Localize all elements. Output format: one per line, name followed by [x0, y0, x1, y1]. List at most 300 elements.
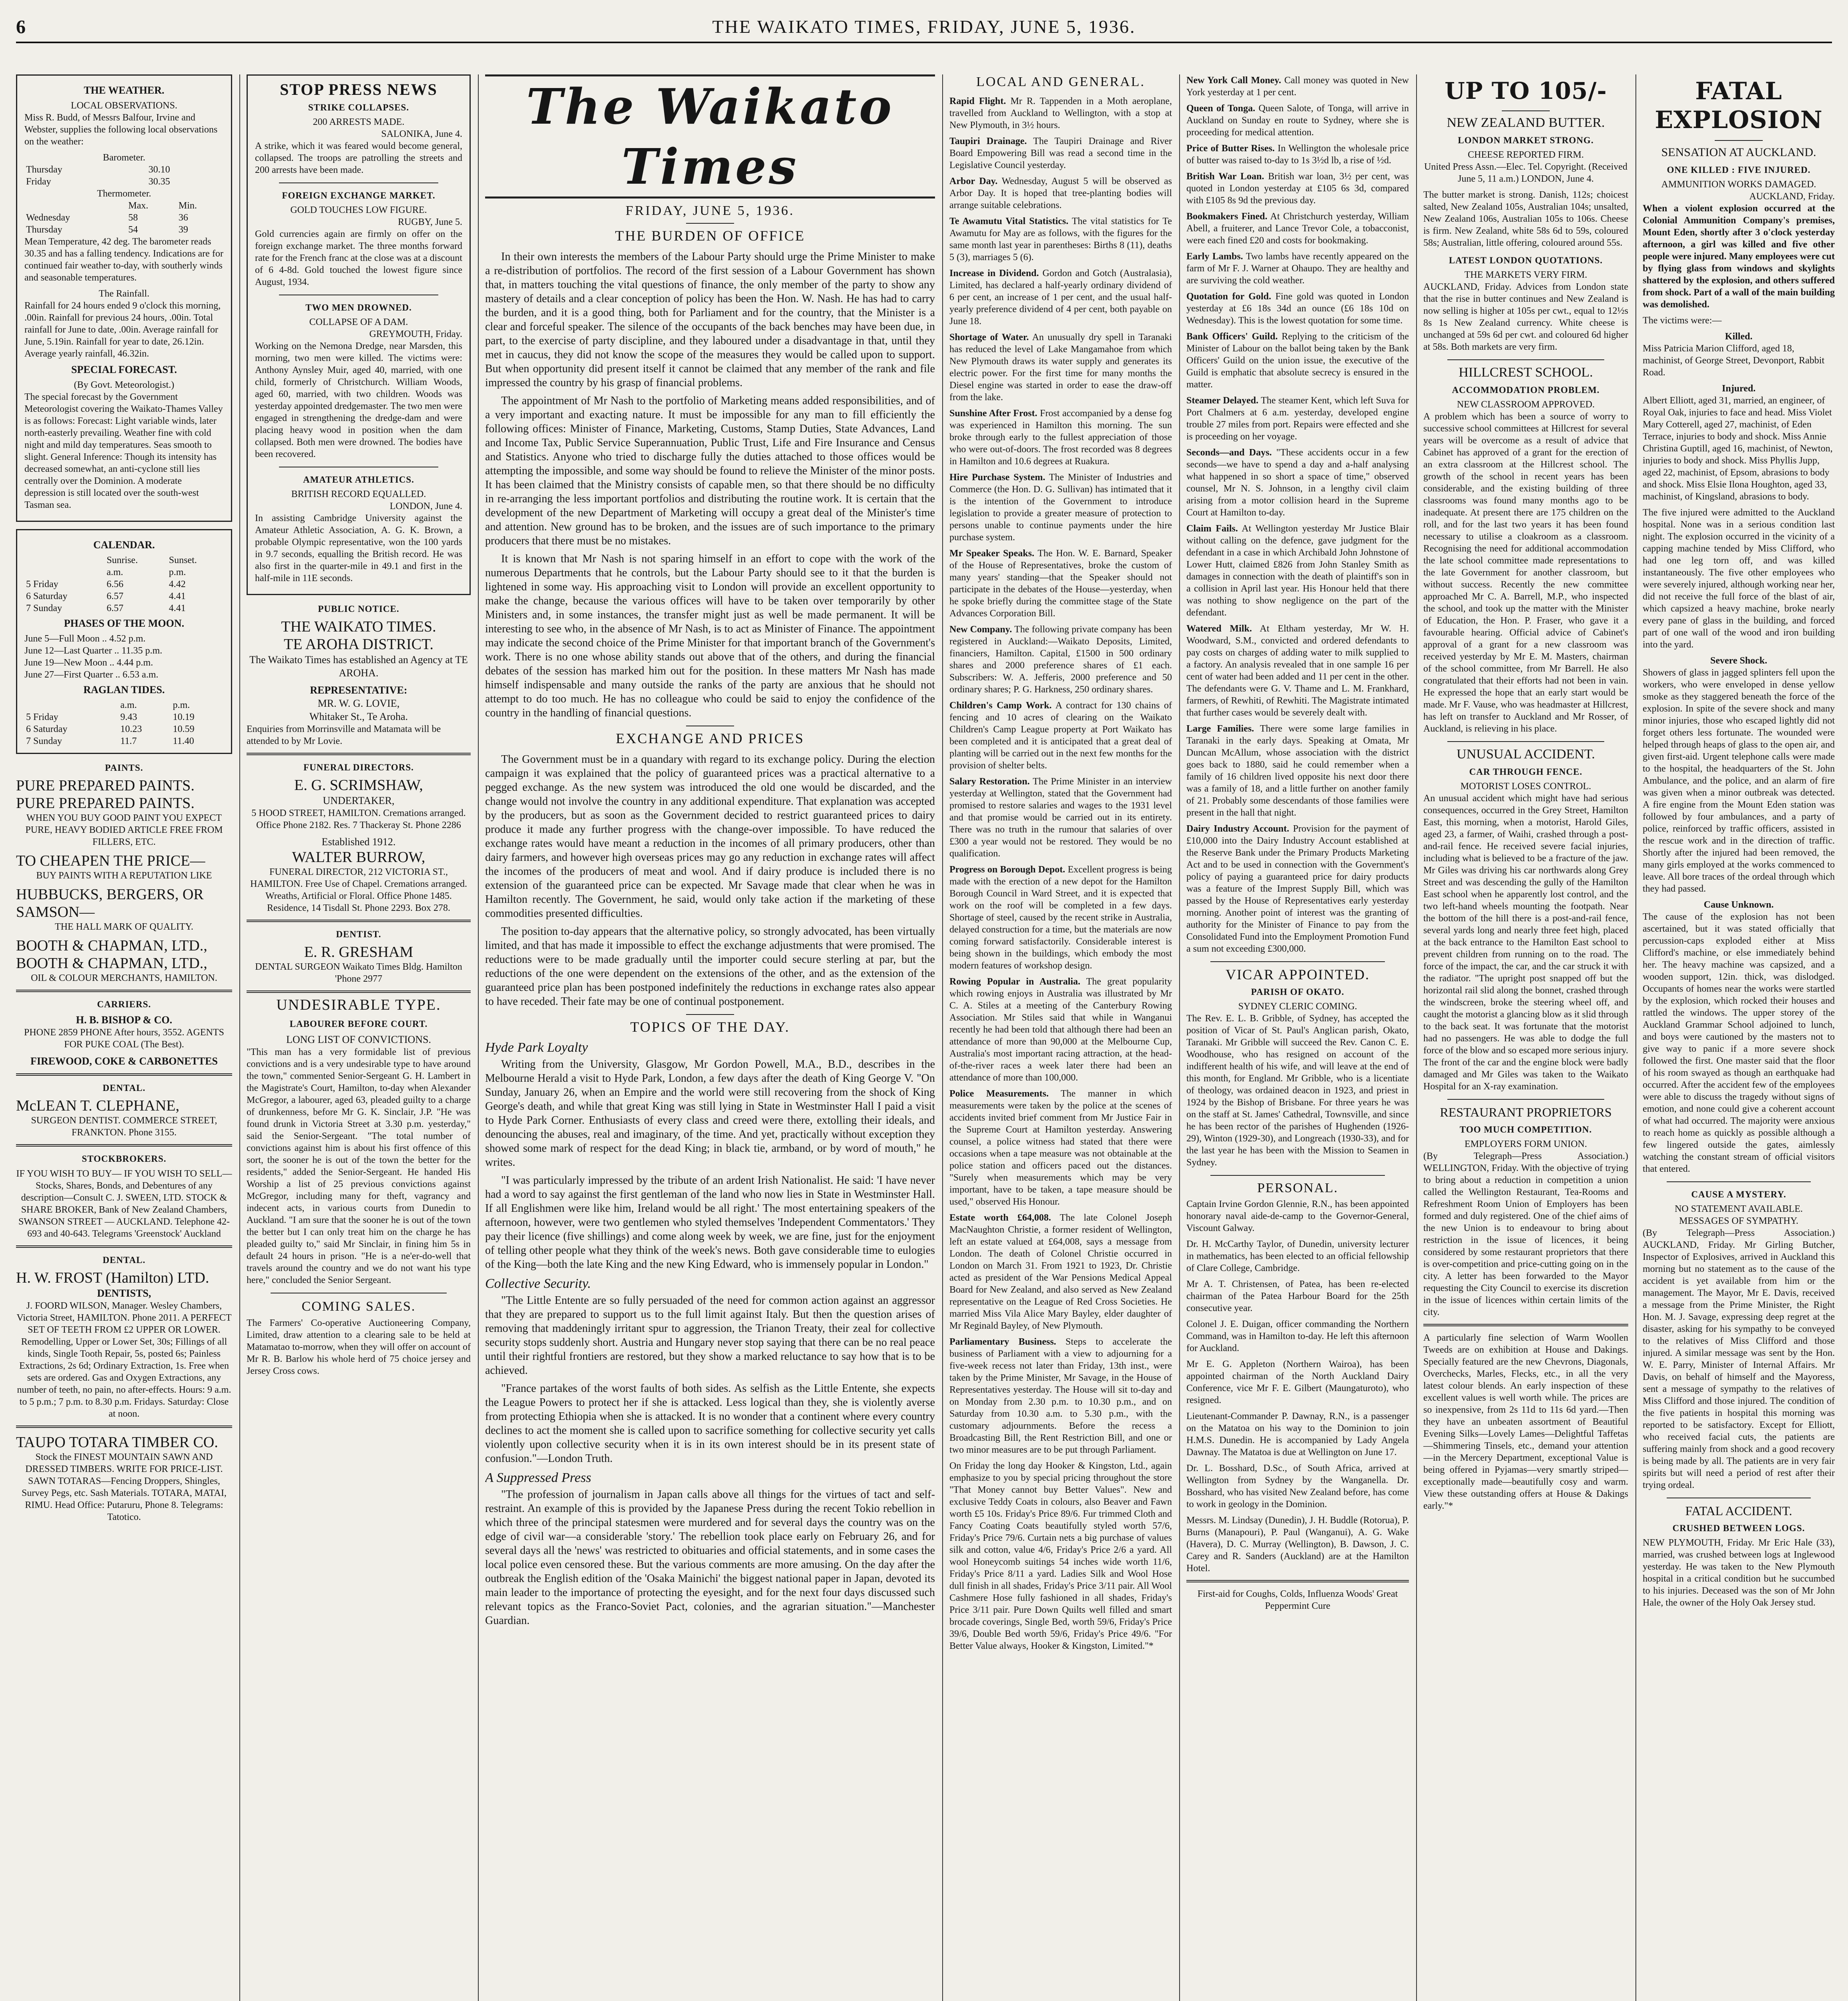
item-sub: 200 ARRESTS MADE.	[313, 117, 405, 127]
undesirable-body: "This man has a very formidable list of previous convictions and is a very undesirable type to have around the town," commented Senior-Sergeant G. H. Lambert in the Magistrate's Court, Hamilton, to-day when Alexander McGregor, a labourer, aged 63, pleaded guilty to a charge of drunkenness, before Mr G. K. Sinclair, J.P. "He was found drunk in Victoria Street at 3.30 p.m. yesterday," said the Senior-Sergeant. "The total number of convictions against him is about his first offence of this sort, the sooner he is out of the town the better for the residents," added the Senior-Sergeant. He handed His Worship a list of 25 previous convictions against McGregor, including many for theft, vagrancy and indecent acts, in various courts from Dunedin to Auckland. "I am sure that the sooner he is out of the town the better but I can only treat him on the charge he has pleaded guilty to," said Mr Sinclair, in fining him 5s in default 24 hours in prison. "He is a ne'er-do-well that travels around the country and we do not want his type here," concluded the Senior Sergeant.	[247, 1047, 471, 1285]
editorial-para: In their own interests the members of the Labour Party should urge the Prime Minister to make a re-distribution of portfolios. The record of the first session of a Labour Government has shown that, in matters touching the vital questions of finance, the only member of the party to show any mastery of details and a clear conception of policy has been the Hon. W. Nash. He has had to carry the burden, and it is a good thing, both for Parliament and for the country, that the Minister is a clear and forceful speaker. The silence of the occupants of the back benches may have been due, in part, to the exercise of party discipline, and they laboured under a disadvantage in that, until they met in caucus, they did not know the scope of the measures they would be called upon to support. But when opportunity did present itself it cannot be claimed that any member of the rank and file impressed the country by his grasp of financial problems.	[485, 251, 935, 389]
mystery-title: CAUSE A MYSTERY.	[1691, 1189, 1786, 1199]
explosion-sub3: AMMUNITION WORKS DAMAGED.	[1661, 179, 1816, 190]
restaurant-title: RESTAURANT PROPRIETORS	[1440, 1105, 1612, 1119]
cheapen-body: BUY PAINTS WITH A REPUTATION LIKE	[36, 870, 212, 881]
baro-day: Thursday	[26, 164, 62, 175]
news-paragraph	[949, 547, 1172, 620]
item-dateline: RUGBY, June 5.	[398, 217, 462, 227]
item-head: STRIKE COLLAPSES.	[308, 102, 409, 112]
column-rule	[1179, 74, 1180, 2001]
editorial-date: FRIDAY, JUNE 5, 1936.	[625, 203, 795, 218]
calendar-title: CALENDAR.	[93, 539, 155, 551]
explosion-sub2: ONE KILLED : FIVE INJURED.	[1667, 165, 1811, 175]
paragraph-title: Rapid Flight.	[949, 96, 1006, 106]
bishop-name: H. B. BISHOP & CO.	[76, 1014, 173, 1026]
paragraph-title: Price of Butter Rises.	[1186, 143, 1275, 154]
news-paragraph	[1186, 447, 1409, 519]
column-rule	[1416, 74, 1417, 2001]
masthead: The Waikato Times	[485, 74, 935, 198]
divider	[686, 1014, 734, 1015]
burrow-body: FUNERAL DIRECTOR, 212 VICTORIA ST., HAMILTON. Free Use of Chapel. Cremations arranged. Wreaths, Artificial or Floral. Office Phone 1485. Residence, 14 Tisdall St. Phone 2293. Box 278.	[250, 867, 467, 913]
item-dateline: SALONIKA, June 4.	[381, 129, 462, 139]
exchange-heading: EXCHANGE AND PRICES	[616, 730, 805, 746]
stockbrokers-head: STOCKBROKERS.	[82, 1154, 167, 1164]
tide-day: 5 Friday	[26, 712, 58, 722]
moon-phase: June 5—Full Moon .. 4.52 p.m.	[24, 634, 146, 644]
woods-ad: First-aid for Coughs, Colds, Influenza Woods' Great Peppermint Cure	[1197, 1589, 1398, 1611]
vicar-body: The Rev. E. L. B. Gribble, of Sydney, has accepted the position of Vicar of St. Paul's Anglican parish, Okato, Taranaki. Mr Gribble will succeed the Rev. Canon C. E. Woodhouse, who has resigned on account of the indifferent health of his wife, and will leave at the end of this month, for England. Mr Gribble, who is a licentiate of theology, was ordained deacon in 1923, and priest in 1924 by the Bishop of Brisbane. For three years he was on the staff at St. James' Cathedral, Townsville, and since he has been rector of the parishes of Hughenden (1926-29), Winton (1929-30), and Longreach (1930-33), and for the last year he has been with the Mission to Seamen in Sydney.	[1186, 1013, 1409, 1168]
school-body: A problem which has been a source of worry to successive school committees at Hillcrest for several years will be overcome as a result of advice that Cabinet has approved of a grant for the erection of an extra classroom at the Hillcrest school. The growth of the school in recent years has been considerable, and the existing building of three classrooms was found many months ago to be inadequate. At present there are 175 children on the roll, and for the last two years it has been found necessary to utilise a cloakroom as a classroom. Recognising the need for additional accommodation the late school committee made representations to the late Government for another classroom, but without success. Recently the new committee approached Mr C. A. Barrell, M.P., who inspected the school, and took up the matter with the Minister of Education, the Hon. P. Fraser, who gave it a favourable hearing. Official advice of Cabinet's approval of a grant for a new classroom was received yesterday by Mr E. M. Masters, chairman of the school committee, from Mr Barrell. He also congratulated that their efforts had not been in vain. He expressed the hope that an early start would be made. Mr F. Vause, who was headmaster at Hillcrest, has left on transfer to Auckland and Mr Rosser, of Auckland, is relieving in his place.	[1423, 411, 1628, 734]
tide-day: 7 Sunday	[26, 736, 62, 746]
news-paragraph	[1186, 291, 1409, 327]
accident-title: UNUSUAL ACCIDENT.	[1457, 747, 1595, 762]
therm-day: Thursday	[26, 225, 62, 235]
press-para: "The profession of journalism in Japan calls above all things for the virtues of tact and self-restraint. An example of this is provided by the Japanese Press during the recent Tokio rebellion in which three of the principal statesmen were murdered and for several days the country was on the edge of civil war—a considerable 'story.' The rebellion took place early on February 26, and for several days all the 'news' was restricted to obituaries and official statements, and in some cases the local police even censored these. But the various comments are more amusing. On the day after the outbreak the English edition of the 'Osaka Mainichi' the biggest national paper in Japan, devoted its main leader to the importance of protecting the eyesight, and for the next four days discussed such relevant topics as the Franco-Soviet Pact, colonies, and the agrarian situation."—Manchester Guardian.	[485, 1488, 935, 1627]
explosion-sub: SENSATION AT AUCKLAND.	[1661, 146, 1816, 159]
column-weather-ads	[16, 74, 232, 2001]
therm-val: 54	[128, 225, 138, 235]
explosion-title: FATAL EXPLOSION	[1655, 77, 1823, 134]
divider	[247, 753, 471, 755]
news-paragraph	[949, 776, 1172, 860]
pure-body: WHEN YOU BUY GOOD PAINT YOU EXPECT PURE, HEAVY BODIED ARTICLE FREE FROM FILLERS, ETC.	[25, 813, 223, 847]
divider	[1715, 140, 1763, 141]
paragraph-body: Two lambs have recently appeared on the farm of Mr F. J. Warner at Ohaupo. They are healthy and are surviving the cold weather.	[1186, 251, 1409, 286]
news-paragraph	[949, 1212, 1172, 1332]
fatal2-body: NEW PLYMOUTH, Friday. Mr Eric Hale (33), married, was crushed between logs at Inglewood yesterday. He was taken to the New Plymouth hospital in a critical condition but he succumbed to his injuries. Deceased was the son of Mr John Hale, the owner of the Holy Oak Jersey stud.	[1643, 1538, 1835, 1608]
tide-val: 10.59	[173, 724, 195, 734]
news-paragraph	[949, 1460, 1172, 1652]
hyde-title: Hyde Park Loyalty	[485, 1040, 588, 1055]
wt-body: The Waikato Times has established an Agency at TE AROHA.	[249, 654, 468, 679]
stop-press-box	[247, 74, 471, 595]
paragraph-title: Shortage of Water.	[949, 332, 1029, 343]
undesirable-sub2: LONG LIST OF CONVICTIONS.	[286, 1034, 431, 1045]
thermometer-head: Thermometer.	[97, 188, 151, 199]
booth-sub: OIL & COLOUR MERCHANTS, HAMILTON.	[31, 973, 217, 983]
news-paragraph	[1186, 170, 1409, 207]
paragraph-body: The steamer Kent, which left Suva for Port Chalmers at 6 a.m. yesterday, developed engine trouble 27 miles from port. Repairs were effected and she is proceeding on her voyage.	[1186, 395, 1409, 442]
mystery-sub2: MESSAGES OF SYMPATHY.	[1679, 1216, 1799, 1226]
divider	[16, 1245, 232, 1248]
column-rule	[478, 74, 479, 2001]
paragraph-title: Increase in Dividend.	[949, 268, 1039, 279]
rainfall-body: Rainfall for 24 hours ended 9 o'clock this morning, .00in. Rainfall for previous 24 hours, .00in. Total rainfall for June to date, .00in. Average rainfall for June, 5.19in. Rainfall for year to date, 26.12in. Average yearly rainfall, 46.32in.	[24, 301, 221, 359]
cal-val: 6.57	[106, 591, 124, 602]
tide-val: 10.23	[120, 724, 142, 734]
forecast-title: SPECIAL FORECAST.	[71, 364, 177, 375]
funeral-head: FUNERAL DIRECTORS.	[303, 762, 414, 772]
calendar-table	[24, 554, 224, 614]
accident-body: An unusual accident which might have had serious consequences, occurred in the Grey Street, Hamilton East, this morning, when a motorist, Harold Giles, aged 23, a farmer, of Waihi, crashed through a post-and-rail fence. He received severe facial injuries, including what is believed to be a fracture of the jaw. Mr Giles was driving his car northwards along Grey Street and was descending the gully of the Hamilton East school when he apparently lost control, and the two left-hand wheels mounting the footpath. Near the bottom of the hill there is a post-and-rail fence, several yards long and nearly three feet high, placed at the back entrance to the Hamilton East school to prevent children from running on to the road. The force of the impact, the car, and the car struck it with the radiator. "The upright post snapped off but the horizontal rail slid along the bonnet, crashed through the windscreen, broke the steering wheel off, and caught the motorist a glancing blow as it slid through to the back seat. It was fortunate that the motorist had no passengers. He was able to dodge the full force of the blow and so escaped more serious injury. The front of the car and the engine block were badly damaged and Mr Giles was taken to the Waikato Hospital for an X-ray examination.	[1423, 793, 1628, 1092]
divider	[279, 182, 438, 183]
news-paragraph	[949, 331, 1172, 403]
paragraph-title: Large Families.	[1186, 724, 1254, 734]
tide-val: 11.40	[173, 736, 194, 746]
divider	[1186, 1580, 1409, 1582]
cal-val: 4.41	[169, 591, 186, 602]
sunset-head: Sunset.	[169, 555, 197, 565]
item-sub: BRITISH RECORD EQUALLED.	[291, 489, 426, 499]
tide-day: 6 Saturday	[26, 724, 68, 734]
therm-val: 39	[179, 225, 189, 235]
item-dateline: LONDON, June 4.	[389, 501, 462, 511]
cal-day: 6 Saturday	[26, 591, 68, 602]
local-title: LOCAL AND GENERAL.	[976, 74, 1145, 89]
wt-line: TE AROHA DISTRICT.	[283, 636, 434, 653]
rep-addr: Whitaker St., Te Aroha.	[309, 711, 408, 722]
explosion-body: The cause of the explosion has not been ascertained, but it was stated officially that percussion-caps exploded either at Miss Clifford's machine, or else immediately behind her. The heavy machine was capsized, and a wooden support, 12in. thick, was dislodged. Occupants of homes near the works were startled by the explosion, which rocked their houses and rattled the windows. The upper storey of the Auckland Grammar School adjoined to lunch, and boys were cautioned by the masters not to give way to panic if a more severe shock followed the first. One master said that the floor of his room swayed as though an earthquake had occurred. After the accident few of the employees were able to discuss the tragedy without signs of emotion, and none could give a coherent account of what had occurred. The majority were anxious to reach home as quickly as possible although a few lingered outside the gates, aimlessly watching the constant stream of official visitors that entered.	[1643, 912, 1835, 1174]
firewood-line: FIREWOOD, COKE & CARBONETTES	[30, 1055, 218, 1067]
paragraph-body: The great popularity which rowing enjoys in Australia was illustrated by Mr C. A. Stiles at a meeting of the Canterbury Rowing Association. Mr Stiles said that while in Wanganui recently he had been told that although there had been an attendance of more than 90,000 at the Melbourne Cup, Australia's most important racing attraction, at the head-of-the-river races a week later there had been an attendance of more than 100,000.	[949, 976, 1172, 1083]
pure-line: PURE PREPARED PAINTS.	[16, 795, 195, 812]
moon-title: PHASES OF THE MOON.	[64, 618, 185, 629]
weather-title: THE WEATHER.	[84, 84, 165, 96]
news-paragraph	[1186, 623, 1409, 719]
news-paragraph	[1186, 523, 1409, 619]
paragraph-body: Replying to the criticism of the Minister of Labour on the ballot being taken by the Bank Officers' Guild on the union issue, the executive of the Guild is emphatic that absolute secrecy is ensured in the matter.	[1186, 331, 1409, 390]
paragraph-title: Dairy Industry Account.	[1186, 824, 1289, 834]
calendar-box	[16, 529, 232, 754]
paragraph-title: Queen of Tonga.	[1186, 103, 1256, 114]
news-paragraph	[949, 95, 1172, 131]
quot-sub: THE MARKETS VERY FIRM.	[1464, 270, 1587, 280]
paragraph-body: Queen Salote, of Tonga, will arrive in Auckland on Sunday en route to Sydney, where she is proceeding for medical attention.	[1186, 103, 1409, 138]
news-paragraph	[949, 1088, 1172, 1208]
stop-press-item	[255, 102, 462, 176]
carriers-head: CARRIERS.	[97, 999, 151, 1009]
paragraph-body: At Christchurch yesterday, William Abell, a fruiterer, and Lance Trevor Cole, a tobacconist, were each fined £20 and costs for bookmaking.	[1186, 211, 1409, 246]
barometer-head: Barometer.	[103, 152, 145, 163]
school-title: HILLCREST SCHOOL.	[1459, 365, 1593, 380]
scrimshaw-name: E. G. SCRIMSHAW,	[294, 777, 423, 794]
rep-head: REPRESENTATIVE:	[310, 684, 407, 696]
header-rule	[16, 42, 1832, 43]
therm-val: 36	[179, 213, 189, 223]
item-text: Working on the Nemona Dredge, near Marsden, this morning, two men were killed. The victims were: Anthony Aynsley Muir, aged 40, married, with one child, formerly of Christchurch. William Woods, aged 60, married, with two children. Woods was yesterday appointed dredgemaster. The two men were engaged in strengthening the dredge-dam and were placing heavy wood in position when the dam collapsed. Both men were drowned. The bodies have been recovered.	[255, 341, 462, 459]
news-paragraph	[1186, 102, 1409, 138]
divider	[1210, 1175, 1385, 1176]
thermometer-table	[24, 200, 224, 236]
paragraph-title: Watered Milk.	[1186, 624, 1252, 634]
paragraph-body: The Hon. W. E. Barnard, Speaker of the House of Representatives, broke the custom of many years' standing—that the Speaker should not participate in the debates of the House—yesterday, when he spoke briefly during the committee stage of the State Advances Corporation Bill.	[949, 548, 1172, 619]
item-text: In assisting Cambridge University against the Amateur Athletic Association, A. G. K. Brown, a probable Olympic representative, won the 100 yards in 9.7 seconds, equalling the British record. He was also first in the quarter-mile in 49.1 and first in the half-mile in 11E seconds.	[255, 513, 462, 583]
paragraph-title: New Company.	[949, 624, 1012, 635]
baro-val: 30.10	[148, 164, 170, 175]
column-butter-school	[1423, 74, 1628, 2001]
explosion-body: The five injured were admitted to the Auckland hospital. None was in a serious condition last night. The explosion occurred in the vicinity of a capping machine tended by Miss Clifford, who had one leg torn off, and was killed instantaneously. The five other employees who were severely injured, although working near her, did not receive the full force of the blast of air, which capsized a heavy machine, broke nearly every pane of glass in the building, and forced part of one wall of the wood and iron building into the yard.	[1643, 507, 1835, 650]
paragraph-body: The late Colonel Joseph MacNaughton Christie, a former resident of Wellington, left an estate valued at £64,008, says a message from London. The death of Colonel Christie occurred in London on March 31. From 1921 to 1923, Dr. Christie acted as president of the War Pensions Medical Appeal Board for New Zealand, and also served as New Zealand representative on the League of Red Cross Societies. He married Miss Vila Alice Mary Bayley, elder daughter of Mr Reginald Bayley, of New Plymouth.	[949, 1213, 1172, 1331]
paragraph-body: Fine gold was quoted in London yesterday at £6 18s 34d an ounce (£6 18s 10d on Wednesday). This is the lowest quotation for some time.	[1186, 291, 1409, 326]
news-paragraph	[949, 1336, 1172, 1456]
divider	[1667, 1181, 1811, 1182]
paragraph-body: Call money was quoted in New York yesterday at 1 per cent.	[1186, 75, 1409, 98]
hubbucks-line: HUBBUCKS, BERGERS, OR SAMSON—	[16, 886, 204, 920]
item-sub: GOLD TOUCHES LOW FIGURE.	[290, 205, 427, 215]
news-paragraph: Captain Irvine Gordon Glennie, R.N., has been appointed honorary naval aide-de-camp to the Governor-General, Viscount Galway.	[1186, 1199, 1409, 1233]
personal-items	[1186, 1198, 1409, 1574]
paragraph-body: There were some large families in Taranaki in the early days. Speaking at Omata, Mr Duncan McAllum, whose association with the district goes back to 1880, said he could remember when a family of 16 children lived opposite his next door there was a family of 18, and a little further on another family of 21. Probably some descendants of those families were present in the hall that night.	[1186, 724, 1409, 818]
paragraph-title: Arbor Day.	[949, 176, 998, 186]
cal-val: 4.42	[169, 579, 186, 589]
mclean-name: McLEAN T. CLEPHANE,	[16, 1097, 180, 1114]
editorial-section	[485, 74, 935, 2001]
paragraph-title: Mr Speaker Speaks.	[949, 548, 1034, 559]
paragraph-body: At Wellington yesterday Mr Justice Blair without calling on the defence, gave judgment for the defendant in a case in which Archibald John Johnstone of Lower Hutt, claimed £826 from John Stanley Smith as damages in connection with the death of plaintiff's son in a collision in April last year. His Honour held that there was nothing to show negligence on the part of the defendant.	[1186, 523, 1409, 618]
divider	[1423, 1324, 1628, 1326]
tide-val: 9.43	[120, 712, 137, 722]
stop-press-title: STOP PRESS NEWS	[280, 80, 437, 98]
news-paragraph	[949, 407, 1172, 467]
pure-line: PURE PREPARED PAINTS.	[16, 777, 195, 794]
news-paragraph: Colonel J. E. Duigan, officer commanding the Northern Command, was in Hamilton to-day. He left this afternoon for Auckland.	[1186, 1319, 1409, 1353]
collective-para: "France partakes of the worst faults of both sides. As selfish as the Little Entente, she expects the League Powers to protect her if she is attacked. Less logical than they, she is violently averse from protecting Ethiopia when she is attacked. It is no wonder that a continent where every country declines to act the moment she is called upon to sacrifice something for collective security yet calls violently upon collective security when it is in its own interest should be in its present state of confusion."—London Truth.	[485, 1382, 935, 1465]
therm-max: Max.	[128, 201, 148, 211]
scrimshaw-body: 5 HOOD STREET, HAMILTON. Cremations arranged. Office Phone 2182. Res. 7 Thackeray St. Phone 2286	[251, 808, 466, 830]
sales-title: COMING SALES.	[301, 1299, 416, 1314]
cal-day: 5 Friday	[26, 579, 58, 589]
frost-body: J. FOORD WILSON, Manager. Wesley Chambers, Victoria Street, HAMILTON. Phone 2011. A PERFECT SET OF TEETH FROM £2 UPPER OR LOWER. Remodelling, Upper or Lower Set, 30s; Fillings of all kinds, Single Tooth Repair, 5s, posted 6s; Painless Extractions, 2s 6d; Ordinary Extraction, 1s. Free when sets are ordered. Gas and Oxygen Extractions, any number of teeth, no pain, no after-effects. Hours: 9 a.m. to 5 p.m.; 7 p.m. to 8.30 p.m. Fridays. Saturday: Close at noon.	[16, 1301, 232, 1419]
unit: p.m.	[173, 700, 190, 710]
mystery-sub: NO STATEMENT AVAILABLE.	[1674, 1204, 1803, 1214]
paragraph-body: Provision for the payment of £10,000 into the Dairy Industry Account established at the Reserve Bank under the Primary Products Marketing Act and to be used in connection with the Government's policy of paying a guaranteed price for dairy products was a feature of the Imprest Supply Bill, which was passed by the House of Representatives early yesterday morning. Another point of interest was the granting of authority for the Minister of Finance to pay from the Consolidated Fund into the Employment Promotion Fund a sum not exceeding £300,000.	[1186, 824, 1409, 954]
paragraph-body: A contract for 130 chains of fencing and 10 acres of clearing on the Waikato Children's Camp League property at Port Waikato has been completed and it is anticipated that a great deal of planting will be carried out in the next few months for the provision of shelter belts.	[949, 700, 1172, 771]
tide-val: 10.19	[173, 712, 195, 722]
news-paragraph	[949, 267, 1172, 327]
page-header	[0, 0, 1848, 45]
fatal2-sub: CRUSHED BETWEEN LOGS.	[1672, 1523, 1805, 1533]
collective-para: "The Little Entente are so fully persuaded of the need for common action against an aggressor that they are prepared to support us to the full limit against Italy. But then the question arises of removing that maddeningly irritant spur to aggression, the Trianon Treaty, their zeal for collective security stops suddenly short. Austria and Hungary never stop saying that there can be no real peace until their rightful frontiers are restored, but they show a marked reluctance to say how that is to be achieved.	[485, 1294, 935, 1377]
personal-title: PERSONAL.	[1257, 1181, 1338, 1195]
divider	[1447, 359, 1604, 360]
quot-title: LATEST LONDON QUOTATIONS.	[1449, 255, 1603, 265]
column-rule	[942, 74, 943, 2001]
item-sub: COLLAPSE OF A DAM.	[309, 317, 408, 327]
gresham-name: E. R. GRESHAM	[304, 944, 413, 960]
news-paragraph	[949, 700, 1172, 772]
dentist-head: DENTIST.	[336, 929, 381, 939]
cal-val: 6.56	[106, 579, 124, 589]
paragraph-body: In Wellington the wholesale price of butter was raised to-day to 1s 3½d lb, a rise of ½d.	[1186, 143, 1409, 166]
paragraph-body: The Prime Minister in an interview yesterday at Wellington, stated that the Government had promised to restore salaries and wages to the 1931 level and that promise would be carried out in its entirety. There was no truth in the rumour that salaries of over £300 a year would not be restored. They would be no qualification.	[949, 776, 1172, 859]
dental-head: DENTAL.	[102, 1083, 146, 1093]
news-paragraph	[1186, 395, 1409, 443]
news-paragraph	[949, 624, 1172, 696]
divider	[16, 1144, 232, 1147]
paragraph-title: Sunshine After Frost.	[949, 408, 1037, 419]
collective-title: Collective Security.	[485, 1276, 591, 1291]
paragraph-body: Mr R. Tappenden in a Moth aeroplane, travelled from Auckland to Wellington, with a stop at New Plymouth, in 3½ hours.	[949, 96, 1172, 130]
bishop-body: PHONE 2859 PHONE After hours, 3552. AGENTS FOR PUKE COAL (The Best).	[24, 1027, 224, 1050]
paragraph-title: Parliamentary Business.	[949, 1337, 1056, 1347]
taupo-name: TAUPO TOTARA TIMBER CO.	[16, 1434, 218, 1451]
cal-day: 7 Sunday	[26, 603, 62, 614]
paragraph-body: Frost accompanied by a dense fog was experienced in Hamilton this morning. The sun broke through early to the fullest appreciation of those who were out-of-doors. The frost recorded was 8 degrees in Hamilton and 10.6 degrees at Ruakura.	[949, 408, 1172, 467]
paragraph-title: Children's Camp Work.	[949, 700, 1052, 711]
column-stop-press	[247, 74, 471, 2001]
paragraph-body: British war loan, 3½ per cent, was quoted in London yesterday at £105 6s 3d, compared with £105 8s 9d the previous day.	[1186, 171, 1409, 206]
vicar-title: VICAR APPOINTED.	[1225, 966, 1370, 982]
paragraph-body: Excellent progress is being made with the erection of a new depot for the Hamilton Borough Council in Ward Street, and it is expected that work on the roof will be completed in a few days. Shortage of steel, caused by the recent strike in Australia, delayed construction for a time, but the materials are now coming forward satisfactorily. Considerable interest is being shown in the buildings, which embody the most modern features of workshop design.	[949, 864, 1172, 971]
injured-head: Injured.	[1722, 383, 1756, 394]
paragraph-body: Steps to accelerate the business of Parliament with a view to adjourning for a five-week recess not later than Friday, 13th inst., were taken by the Prime Minister, Mr Savage, in the House of Representatives yesterday. The House will sit to-day and on Monday from 2.30 p.m. to 10.30 p.m., and on Saturday from 10.30 a.m. to 5.30 p.m., with the customary adjournments. Before the recess a Broadcasting Bill, the Rent Restriction Bill, and one or two minor measures are to be put through Parliament.	[949, 1337, 1172, 1455]
news-paragraph: Dr. H. McCarthy Taylor, of Dunedin, university lecturer in mathematics, has been elected to an official fellowship of Clare College, Cambridge.	[1186, 1239, 1409, 1273]
news-paragraph: Mr E. G. Appleton (Northern Wairoa), has been appointed chairman of the North Auckland Dairy Conference, vice Mr F. E. Gilbert (Maungaturoto), who resigned.	[1186, 1359, 1409, 1406]
column-fatal-explosion	[1643, 74, 1835, 2001]
item-head: AMATEUR ATHLETICS.	[303, 475, 414, 485]
news-paragraph	[949, 135, 1172, 171]
local-items	[949, 95, 1172, 1652]
restaurant-sub2: EMPLOYERS FORM UNION.	[1464, 1139, 1587, 1149]
news-paragraph	[1186, 251, 1409, 287]
booth-line: BOOTH & CHAPMAN, LTD.,	[16, 937, 207, 954]
paragraph-title: Rowing Popular in Australia.	[949, 976, 1081, 987]
unit: a.m.	[106, 567, 123, 577]
editorial-para: The appointment of Mr Nash to the portfolio of Marketing means added responsibilities, and of a very important and exacting nature. It must be impossible for any man to fill efficiently the following offices: Minister of Finance, Marketing, Customs, Stamp Duties, State Advances, Land and Income Tax, Public Service Superannuation, Public Trust, Life and Fire Insurance and Census and Statistics. Anyone who tried to discharge fully the duties attached to those offices would be attempting the impossible, and some way should be found to relieve the Minister of the minor posts. It has been claimed that the Ministry consists of capable men, so that there should be no difficulty in re-arranging the less important portfolios and distributing the routine work. It is certain that the development of the new Department of Marketing will occupy a great deal of the Minister's time and attention. New ground has to be broken, and the issues are of such importance to the primary producers that there must be no mistakes.	[485, 395, 935, 547]
frost-name: H. W. FROST (Hamilton) LTD.	[16, 1269, 209, 1286]
rainfall-head: The Rainfall.	[98, 289, 150, 299]
brief-items	[1186, 74, 1409, 955]
divider	[16, 990, 232, 992]
divider	[247, 920, 471, 922]
scrimshaw-sub: UNDERTAKER,	[323, 795, 395, 806]
quality-line: THE HALL MARK OF QUALITY.	[55, 922, 193, 932]
explosion-dateline: AUCKLAND, Friday.	[1749, 191, 1835, 202]
frost-sub: DENTISTS,	[97, 1287, 151, 1299]
news-paragraph: Dr. L. Bosshard, D.Sc., of South Africa, arrived at Wellington from Sydney by the Wanganella. Dr. Bosshard, who has visited New Zealand before, has come to work in geology in the Dominion.	[1186, 1463, 1409, 1510]
burrow-name: WALTER BURROW,	[292, 849, 425, 866]
sales-body: The Farmers' Co-operative Auctioneering Company, Limited, draw attention to a clearing sale to be held at Matamatao to-morrow, when they will offer on account of Mr R. B. Barlow his whole herd of 75 choice jersey and Jersey Cross cows.	[247, 1318, 471, 1376]
forecast-body: The special forecast by the Government Meteorologist covering the Waikato-Thames Valley is as follows: Forecast: Light variable winds, later north-easterly prevailing. Weather fine with cold night and mild day temperatures. Seas smooth to slight. General Inference: Though its intensity has decreased somewhat, an anti-cyclone still lies centrally over the Dominion. A moderate depression is still located over the south-west Tasman sea.	[24, 392, 223, 510]
paragraph-body: At Eltham yesterday, Mr W. H. Woodward, S.M., convicted and ordered defendants to pay costs on charges of adding water to milk supplied to a factory. An analysis revealed that in one sample 16 per cent of water had been added and 11 per cent in the other. The defendants were G. V. Thame and L. M. Frankhard, farmers, of Rewhiti, of Rewhiti. The Magistrate intimated that further cases would be severely dealt with.	[1186, 624, 1409, 718]
item-text: A strike, which it was feared would become general, collapsed. The troops are patrolling the streets and 200 arrests have been made.	[255, 141, 462, 175]
paragraph-body: Wednesday, August 5 will be observed as Arbor Day. It is hoped that tree-planting bodies will arrange suitable celebrations.	[949, 176, 1172, 211]
injured-list: Albert Elliott, aged 31, married, an engineer, of Royal Oak, injuries to face and head. Miss Violet Mary Cotterell, aged 27, machinist, of Eden Terrace, injuries to body and shock. Miss Annie Christina Guptill, aged 16, machinist, of Newton, injuries to body and shock. Miss Phyllis Jupp, aged 22, machinist, of Epsom, abrasions to body and shock. Miss Elsie Ilona Houghton, aged 33, machinist, of Kingsland, abrasions to body.	[1643, 395, 1833, 502]
taupo-body: Stock the FINEST MOUNTAIN SAWN AND DRESSED TIMBERS. WRITE FOR PRICE-LIST. SAWN TOTARAS—Fencing Droppers, Shingles, Survey Pegs, etc. Sash Materials. TOTARA, MATAI, RIMU. Head Office: Putaruru, Phone 8. Telegrams: Tatotico.	[22, 1452, 227, 1522]
accident-sub2: MOTORIST LOSES CONTROL.	[1460, 781, 1591, 792]
killed-name: Miss Patricia Marion Clifford, aged 18, machinist, of George Street, Devonport, Rabbit Road.	[1643, 343, 1825, 378]
undesirable-sub: LABOURER BEFORE COURT.	[289, 1019, 428, 1029]
exchange-para: The Government must be in a quandary with regard to its exchange policy. During the election campaign it was explained that the policy of guaranteed prices was a practical alternative to a pegged exchange. As the new system was introduced the old one would be discarded, and the change would not involve the country in any additional expenditure. That explanation was accepted by the producers, but as soon as the Government decided to restrict guaranteed prices to dairy produce it made any further progress with the change-over impossible. To have reduced the exchange rates would have meant a reduction in the incomes of all primary producers, other than dairy farmers, and however high overseas prices may go any reduction in exchange rates will affect the incomes of the producers of meat and wool. And if dairy produce is included there is no extension of the guaranteed price can be expected. Mr Savage made that clear when he was in Hamilton recently. The Government, he said, would only take action if the marketing of these commodities presented difficulties.	[485, 753, 935, 920]
cal-val: 4.41	[169, 603, 186, 614]
news-paragraph	[949, 175, 1172, 211]
restaurant-body: (By Telegraph—Press Association.) WELLINGTON, Friday. With the objective of trying to bring about a reduction in competition a union called the Wellington Restaurant, Tea-Rooms and Refreshment Room Union of Employers has been formed and duly registered. One of the chief aims of the new Union is to endeavour to bring about restriction in the issue of licences, it being considered by some restaurant proprietors that there is over-competition and price-cutting going on in the city. A letter has been forwarded to the Mayor requesting the City Council to exercise its discretion in the issue of licences within certain limits of the city.	[1423, 1151, 1628, 1317]
paragraph-title: Bookmakers Fined.	[1186, 211, 1268, 222]
topics-heading: TOPICS OF THE DAY.	[630, 1019, 790, 1035]
stop-press-item	[255, 474, 462, 584]
editorial-heading: THE BURDEN OF OFFICE	[615, 228, 805, 244]
sunrise-head: Sunrise.	[106, 555, 138, 565]
column-local-general	[949, 74, 1172, 2001]
booth-line: BOOTH & CHAPMAN, LTD.,	[16, 955, 207, 972]
paragraph-body: The Taupiri Drainage and River Board Empowering Bill was read a second time in the Legislative Council yesterday.	[949, 136, 1172, 170]
page-number: 6	[16, 16, 26, 38]
paragraph-title: Steamer Delayed.	[1186, 395, 1258, 406]
therm-day: Wednesday	[26, 213, 70, 223]
news-paragraph	[949, 471, 1172, 543]
news-paragraph	[949, 976, 1172, 1084]
tide-val: 11.7	[120, 736, 137, 746]
hyde-para: "I was particularly impressed by the tribute of an ardent Irish Nationalist. He said: 'I have never had a word to say against the first gentleman of the land who now lies in State in Westminster Hall. If all Englishmen were like him, Ireland would be all right.' The most entertaining speakers of the afternoon, however, were two gentlemen who styled themselves 'Independent Commentators.' They pay their licence (five shillings) and come along week by week, we are fine, just for the enjoyment of telling other people what they think of the week's news. Both gave considerable time to eulogies of the King—both the late King and the new King Edward, who is immensely popular in London."	[485, 1174, 935, 1271]
stockbroker-body: IF YOU WISH TO BUY— IF YOU WISH TO SELL— Stocks, Shares, Bonds, and Debentures of any description—Consult C. J. SWEEN, LTD. STOCK & SHARE BROKER, Bank of New Zealand Chambers, SWANSON STREET — AUCKLAND. Telephone 42-693 and 40-643. Telegrams 'Greenstock' Auckland	[16, 1169, 232, 1239]
killed-head: Killed.	[1725, 331, 1753, 342]
accident-sub: CAR THROUGH FENCE.	[1469, 767, 1583, 777]
stop-press-item	[255, 190, 462, 288]
divider	[1447, 1099, 1604, 1100]
paragraph-title: Salary Restoration.	[949, 776, 1030, 787]
moon-phase: June 12—Last Quarter .. 11.35 p.m.	[24, 646, 163, 656]
wt-line: THE WAIKATO TIMES.	[281, 618, 436, 635]
news-paragraph: Lieutenant-Commander P. Dawnay, R.N., is a passenger on the Matatoa on his way to the Dominion to join H.M.S. Dunedin. He is accompanied by Lady Angela Dawnay. The Matatoa is due at Wellington on June 17.	[1186, 1411, 1409, 1458]
item-dateline: GREYMOUTH, Friday.	[369, 329, 462, 339]
item-head: TWO MEN DROWNED.	[305, 303, 412, 313]
stop-press-item	[255, 302, 462, 460]
explosion-body: Showers of glass in jagged splinters fell upon the workers, who were enveloped in dense yellow smoke as they staggered beneath the force of the explosion. In spite of the severe shock and many minor injuries, those who escaped lightly did not forget others less fortunate. The wounded were helped through heaps of glass to the open air, and given first-aid. Urgent telephone calls were made to the hospital, the headquarters of the St. John Ambulance, and the police, and an alarm of fire was given when a minor outbreak was detected. A fire engine from the Mount Eden station was followed by four ambulances, and a party of police, reinforced by traffic officers, assisted in the rescue work and in the direction of traffic. Shortly after the injured had been removed, the many girls employed at the works commenced to leave. All bore traces of the ordeal through which they had passed.	[1643, 668, 1835, 894]
school-sub: ACCOMMODATION PROBLEM.	[1452, 385, 1600, 395]
editorial-para: It is known that Mr Nash is not sparing himself in an effort to cope with the work of the numerous Departments that he controls, but the Labour Party should see to it that the burden is lightened in some way. His approaching visit to London will provide an excellent opportunity to make the change, because the various offices will have to be taken over temporarily by other Ministers and, in some instances, the transfer might just as well be made permanent. It will be interesting to see who, in the absence of Mr Nash, is to act as Minister of Finance. The appointment may indicate the second choice of the Prime Minister for that important branch of the Government's work. There is no one whose ability stands out above that of the others, and during the financial debates of the session has marked him out for the position. In these matters Mr Nash has made himself indispensable and many outside the ranks of the party are anxious that he should not attempt to do too much. He has no colleague who could be said to enjoy the confidence of the country in the handling of financial questions.	[485, 553, 935, 719]
baro-val: 30.35	[148, 176, 170, 187]
dakings-ad: A particularly fine selection of Warm Woollen Tweeds are on exhibition at House and Dakings. Specially featured are the new Chevrons, Diagonals, Overchecks, Marles, Flecks, etc., in all the very latest colour blends. An early inspection of these excellent values is well worth while. The prices are so inexpensive, from 2s 11d to 11s 6d yard.—Then they have an unbeaten assortment of Beautiful Evening Silks—Lovely Lames—Delightful Taffetas—Shimmering Tinsels, etc., demand your attention—in the Mercery Department, exceptional Value is being offered in Pyjamas—very smartly striped—exceptionally made—beautifully cosy and warm. View these outstanding offers at House & Dakings early."*	[1423, 1333, 1628, 1511]
fatal2-title: FATAL ACCIDENT.	[1685, 1504, 1792, 1518]
news-paragraph	[1186, 723, 1409, 819]
butter-sub: LONDON MARKET STRONG.	[1458, 135, 1594, 145]
cal-val: 6.57	[106, 603, 124, 614]
cause-head: Cause Unknown.	[1704, 900, 1774, 910]
paragraph-body: On Friday the long day Hooker & Kingston, Ltd., again emphasize to you by special pricing throughout the store "That Money cannot buy Better Values". New and exclusive Teddy Coats in colours, also Beaver and Fawn worth £5 10s. Friday's Price 89/6. Fur trimmed Cloth and Fancy Coating Coats beautifully styled worth 57/6, Friday's Price 79/6. Curtain nets a big purchase of values silk and cotton, value 4/6, Friday's Price 2/6 a yard. All wool Honeycomb suitings 54 inches wide worth 11/6, Friday's Price 8/11 a yard. Ladies Silk and Wool Hose dull finish in all shades, Friday's Price 3/11 pair. All Wool Cashmere Hose fully fashioned in all shades, Friday's Price 3/11 pair. Pure Down Quilts well filled and smart brocade coverings, Single Bed, worth 59/6, Friday's Price 39/6, Double Bed worth 59/6, Friday's Price 49/6. "For Better Value always, Hooker & Kingston, Limited."*	[949, 1461, 1172, 1651]
local-observations: LOCAL OBSERVATIONS.	[70, 100, 178, 111]
paragraph-body: The vital statistics for Te Awamutu for May are as follows, with the figures for the same month last year in parentheses: Births 8 (11), deaths 5 (3), marriages 5 (6).	[949, 216, 1172, 263]
butter-title: NEW ZEALAND BUTTER.	[1447, 115, 1605, 130]
news-paragraph	[1186, 331, 1409, 391]
forecast-sub: (By Govt. Meteorologist.)	[74, 380, 175, 390]
paragraph-title: British War Loan.	[1186, 171, 1264, 182]
mclean-body: SURGEON DENTIST. COMMERCE STREET, FRANKTON. Phone 3155.	[31, 1115, 217, 1138]
therm-min: Min.	[179, 201, 197, 211]
paragraph-title: Taupiri Drainage.	[949, 136, 1027, 146]
press-title: A Suppressed Press	[485, 1470, 592, 1485]
burrow-est: Established 1912.	[321, 836, 396, 848]
butter-body: The butter market is strong. Danish, 112s; choicest salted, New Zealand 105s, Australian 104s; unsalted, New Zealand 106s, Australian 105s to 106s. Cheese is firm. New Zealand, white 58s 6d to 59s, coloured 58s; Australian, little offering, coloured around 55s.	[1423, 190, 1628, 248]
barometer-table	[24, 164, 224, 188]
news-paragraph	[949, 215, 1172, 263]
paragraph-title: Estate worth £64,008.	[949, 1213, 1051, 1223]
paragraph-body: Gordon and Gotch (Australasia), Limited, has declared a half-yearly ordinary dividend of 6 per cent, an increase of 1 per cent, and the usual half-yearly preference dividend of 4 per cent, both payable on June 18.	[949, 268, 1172, 327]
gresham-body: DENTAL SURGEON Waikato Times Bldg. Hamilton 'Phone 2977	[255, 962, 462, 984]
column-rule	[1635, 74, 1636, 2001]
item-text: Gold currencies again are firmly on offer on the foreign exchange market. The three months forward rate for the French franc at the close was at a discount of 6 4-8d. Gold touched the lowest figure since August, 1934.	[255, 229, 462, 287]
news-paragraph	[949, 864, 1172, 972]
rep-name: MR. W. G. LOVIE,	[317, 698, 400, 709]
moon-phase: June 19—New Moon .. 4.44 p.m.	[24, 658, 153, 668]
ad-pure-paints	[16, 777, 232, 812]
divider	[1447, 741, 1604, 742]
news-paragraph	[1186, 823, 1409, 955]
news-paragraph: Mr A. T. Christensen, of Patea, has been re-elected chairman of the Patea Harbour Board for the 25th consecutive year.	[1186, 1279, 1409, 1313]
hyde-para: Writing from the University, Glasgow, Mr Gordon Powell, M.A., B.D., describes in the Melbourne Herald a visit to Hyde Park, London, a few days after the death of King George V. "On Sunday, January 26, when an Empire and the world were still recovering from the shock of King George's death, and while that great King was still lying in State in Westminster Hall I paid a visit to Hyde Park Corner. Enthusiasts of every class and creed were there, extolling their ideals, and denouncing the abuses, real and imaginary, of the time. And yet, practically without exception they showed some mark of respect for the dead King; in black tie, armband, or by word of mouth," he writes.	[485, 1058, 935, 1169]
paragraph-body: The following private company has been registered in Auckland:—Waikato Deposits, Limited, financiers, Hamilton. Capital, £1500 in 500 ordinary shares and 2000 preference shares of £1 each. Subscribers: W. A. Jefferis, 2000 preference and 50 ordinary shares; P. G. Harkness, 250 ordinary shares.	[949, 624, 1172, 695]
divider	[686, 223, 734, 224]
quot-body: AUCKLAND, Friday. Advices from London state that the rise in butter continues and New Zealand is now selling is higher at 105s per cwt., equal to 12½s 8s 1s New Zealand currency. White cheese is unchanged at 59s 6d per cwt. and coloured 6d higher at 58s. Both markets are very firm.	[1423, 282, 1628, 352]
paragraph-title: Te Awamutu Vital Statistics.	[949, 216, 1069, 227]
paragraph-body: An unusually dry spell in Taranaki has reduced the level of Lake Mangamahoe from which New Plymouth draws its water supply and generates its electric power. For the first time for many months the Diesel engine was started in order to ease the draw-off from the lake.	[949, 332, 1172, 403]
severe-head: Severe Shock.	[1710, 656, 1768, 666]
divider	[16, 1073, 232, 1076]
victims-line: The victims were:—	[1643, 315, 1722, 326]
paragraph-title: Seconds—and Days.	[1186, 447, 1272, 458]
unit: p.m.	[169, 567, 186, 577]
paragraph-body: The Minister of Industries and Commerce (the Hon. D. G. Sullivan) has intimated that it is the intention of the Government to introduce legislation to provide a greater measure of protection to persons unable to continue payments under the hire purchase system.	[949, 472, 1172, 543]
